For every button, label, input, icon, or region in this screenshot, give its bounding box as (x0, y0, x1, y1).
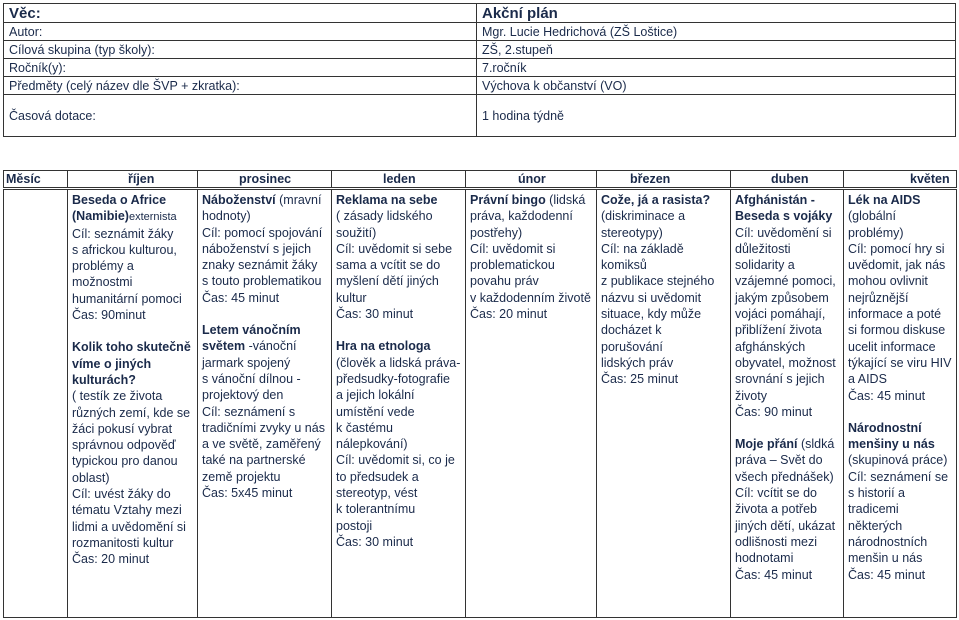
c7-line-4: uvědomit, jak nás (848, 258, 946, 273)
c1-title-1: Beseda o Africe (72, 193, 167, 207)
c1-title-3: Kolik toho skutečně (72, 340, 191, 355)
c5-line-8: lidských práv (601, 355, 674, 370)
c3-more-7: Cíl: uvědomit si, co je (336, 453, 455, 468)
c3-more-2: předsudky-fotografie (336, 371, 450, 386)
c2-title-2: Letem vánočním (202, 323, 301, 338)
c1-title-5: kulturách? (72, 372, 136, 387)
c4-line-7: Čas: 20 minut (470, 307, 548, 322)
c7-more-8: Čas: 45 minut (848, 567, 926, 582)
c7-line-1: (globální (848, 209, 896, 224)
c7-title-1: Lék na AIDS (848, 193, 921, 207)
cilova-skupina-value: ZŠ, 2.stupeň (477, 41, 956, 59)
c3-title-1: Reklama na sebe (336, 193, 438, 207)
c3-line-6: kultur (336, 290, 367, 305)
c1-line-4: možnostmi (72, 275, 133, 290)
c7-line-10: týkající se viru HIV (848, 355, 952, 370)
c1-more-2: různých zemí, kde se (72, 405, 191, 420)
column-leden (332, 190, 466, 618)
c2-line-3: náboženství s jejich (202, 241, 312, 256)
autor-value: Mgr. Lucie Hedrichová (ZŠ Loštice) (477, 23, 956, 41)
c3-title-2: Hra na etnologa (336, 339, 431, 354)
c6-line-10: srovnání s jejich (735, 372, 825, 387)
month-header-mesic (4, 171, 68, 188)
c2-more-6: a ve světě, zaměřený (202, 437, 321, 452)
c1-line-2: s africkou kulturou, (72, 242, 177, 257)
c7-line-8: si formou diskuse (848, 323, 946, 338)
c7-more-6: národnostních (848, 534, 928, 549)
c1-line-6: Čas: 90minut (72, 308, 146, 323)
c2-more-4: Cíl: seznámení s (202, 404, 296, 419)
c6-line-12: Čas: 90 minut (735, 404, 813, 419)
c5-line-2: stereotypy) (601, 225, 663, 240)
c2-line-6: Čas: 45 minut (202, 290, 280, 305)
c2-more-7: také na partnerské (202, 453, 306, 468)
months-row (3, 170, 957, 188)
month-label-kveten: květen (910, 172, 950, 186)
month-label-unor: únor (518, 172, 546, 186)
c6-line-5: jakým způsobem (735, 290, 829, 305)
c3-more-10: k tolerantnímu (336, 502, 416, 517)
c6-title-2: Beseda s vojáky (735, 209, 833, 224)
c5-line-3: Cíl: na základě komiksů (601, 241, 684, 273)
c1-more-1: ( testík ze života (72, 389, 163, 404)
c4-line-6: v každodenním životě (470, 290, 591, 305)
c6-line-3: solidarity a (735, 258, 795, 273)
c7-line-3: Cíl: pomocí hry si (848, 241, 945, 256)
c6-line-8: afghánských (735, 339, 806, 354)
c6-more-7: hodnotami (735, 551, 794, 566)
predmety-value: Výchova k občanství (VO) (477, 77, 956, 95)
column-kveten (844, 190, 957, 618)
c2-more-8: země projektu (202, 469, 281, 484)
c7-more-5: některých (848, 518, 903, 533)
c5-line-5: názvu si uvědomit (601, 290, 702, 305)
c3-more-4: umístění vede (336, 404, 415, 419)
cilova-skupina-label: Cílová skupina (typ školy): (4, 41, 477, 59)
c5-title-1: Cože, já a rasista? (601, 193, 711, 207)
c3-more-5: k častému (336, 420, 393, 435)
column-brezen (597, 190, 731, 618)
c1-title-4: víme o jiných (72, 356, 152, 371)
c4-line-5: povahu práv (470, 274, 539, 289)
c3-more-8: to předsudek a (336, 469, 419, 484)
c2-more-3: projektový den (202, 388, 284, 403)
c2-more-5: tradičními zvyky u nás (202, 420, 325, 435)
c1-title-2-suffix: externista (128, 211, 177, 224)
c7-line-12: Čas: 45 minut (848, 388, 926, 403)
c2-line-1: hodnoty) (202, 209, 251, 224)
month-header-brezen (597, 171, 731, 188)
c1-more-11: Čas: 20 minut (72, 552, 150, 567)
c3-more-9: stereotyp, vést (336, 486, 418, 501)
c6-more-4: života a potřeb (735, 502, 817, 517)
c2-line-4: znaky seznámit žáky (202, 258, 318, 273)
c3-more-11: postoji (336, 518, 373, 533)
c5-line-7: docházet k porušování (601, 323, 663, 354)
vec-label: Věc: (4, 4, 477, 23)
month-label-leden: leden (383, 172, 416, 186)
month-label-duben: duben (771, 172, 809, 186)
column-rijen (68, 190, 198, 618)
vec-value: Akční plán (477, 4, 956, 23)
month-header-prosinec (198, 171, 332, 188)
c5-line-9: Čas: 25 minut (601, 372, 679, 387)
c4-title-1-suffix: (lidská (545, 193, 586, 207)
casova-dotace-value: 1 hodina týdně (477, 95, 956, 137)
blank-cell (4, 190, 68, 618)
c3-line-7: Čas: 30 minut (336, 307, 414, 322)
c1-title-2: (Namibie) (72, 209, 129, 224)
c3-line-4: sama a vcítit se do (336, 258, 441, 273)
c6-title-3: Moje přání (735, 437, 798, 452)
c3-more-6: nálepkování) (336, 437, 408, 452)
c7-more-2: Cíl: seznámení se (848, 469, 949, 484)
c3-more-12: Čas: 30 minut (336, 534, 414, 549)
c4-line-4: problematickou (470, 258, 555, 273)
c6-line-7: přiblížení života (735, 323, 822, 338)
c3-line-1: ( zásady lidského (336, 209, 433, 224)
rocnik-value: 7.ročník (477, 59, 956, 77)
month-header-rijen (68, 171, 198, 188)
month-label-rijen: říjen (128, 172, 155, 186)
c6-more-2: všech přednášek) (735, 469, 834, 484)
c4-title-1: Právní bingo (470, 193, 546, 207)
autor-label: Autor: (4, 23, 477, 41)
c3-line-2: soužití) (336, 225, 377, 240)
c1-more-9: lidmi a uvědomění si (72, 519, 186, 534)
c2-line-5: s touto problematikou (202, 274, 322, 289)
c6-line-6: vojáci pomáhají, (735, 307, 826, 322)
c1-more-6: oblast) (72, 470, 110, 485)
c2-title-3: světem (202, 339, 246, 354)
casova-dotace-label: Časová dotace: (4, 95, 477, 137)
c3-line-5: myšlení dětí jiných (336, 274, 439, 289)
c5-line-6: situace, kdy může (601, 307, 702, 322)
column-unor (466, 190, 597, 618)
c7-more-4: tradicemi (848, 502, 899, 517)
c7-title-2: Národnostní (848, 420, 922, 435)
c7-line-9: ucelit informace (848, 339, 936, 354)
month-label-prosinec: prosinec (239, 172, 292, 186)
c6-line-4: vzájemné pomoci, (735, 274, 836, 289)
c1-more-4: správnou odpověď (72, 438, 176, 453)
month-header-leden (332, 171, 466, 188)
c2-title-1: Náboženství (202, 193, 276, 207)
activities-table (3, 189, 957, 618)
c3-line-3: Cíl: uvědomit si sebe (336, 241, 453, 256)
c6-title-3-suffix: (sldká (797, 437, 835, 452)
c7-more-3: s historií a (848, 486, 905, 501)
c2-more-9: Čas: 5x45 minut (202, 486, 293, 501)
c1-line-3: problémy a (72, 259, 134, 274)
c3-more-1: (člověk a lidská práva- (336, 355, 461, 370)
c1-more-3: žáci pokusí vybrat (72, 421, 173, 436)
c1-more-5: typickou pro danou (72, 454, 178, 469)
c2-line-2: Cíl: pomocí spojování (202, 225, 323, 240)
c2-title-1-suffix: (mravní (275, 193, 322, 207)
c6-line-9: obyvatel, možnost (735, 355, 836, 370)
c6-more-5: jiných dětí, ukázat (735, 518, 836, 533)
c7-line-6: nejrůznější (848, 290, 909, 305)
month-header-unor (466, 171, 597, 188)
month-label-brezen: březen (630, 172, 671, 186)
rocnik-label: Ročník(y): (4, 59, 477, 77)
column-duben (731, 190, 844, 618)
c2-title-3-suffix: -vánoční (245, 339, 297, 354)
c1-line-1: Cíl: seznámit žáky (72, 226, 174, 241)
c7-line-2: problémy) (848, 225, 904, 240)
c7-more-7: menšin u nás (848, 551, 923, 566)
c5-line-1: (diskriminace a (601, 209, 686, 224)
c6-more-6: odlišnosti mezi (735, 534, 817, 549)
c1-more-7: Cíl: uvést žáky do (72, 487, 171, 502)
column-prosinec (198, 190, 332, 618)
c5-line-4: z publikace stejného (601, 274, 715, 289)
c7-title-3: menšiny u nás (848, 437, 935, 452)
month-label-mesic: Měsíc (6, 172, 41, 186)
c7-line-7: informace a poté (848, 307, 942, 322)
c3-more-3: a jejich lokální (336, 388, 415, 403)
c6-more-3: Cíl: vcítit se do (735, 486, 817, 501)
c7-line-11: a AIDS (848, 372, 887, 387)
c6-more-1: práva – Svět do (735, 453, 823, 468)
predmety-label: Předměty (celý název dle ŠVP + zkratka): (4, 77, 477, 95)
month-header-kveten (844, 171, 957, 188)
month-header-duben (731, 171, 844, 188)
c6-line-1: Cíl: uvědomění si (735, 225, 832, 240)
c4-line-1: práva, každodenní (470, 209, 573, 224)
c1-more-10: rozmanitosti kultur (72, 535, 174, 550)
c6-more-8: Čas: 45 minut (735, 567, 813, 582)
c4-line-3: Cíl: uvědomit si (470, 241, 556, 256)
c7-line-5: mohou ovlivnit (848, 274, 928, 289)
c6-title-1: Afghánistán - (735, 193, 815, 207)
c6-line-2: důležitosti (735, 241, 791, 256)
c2-more-1: jarmark spojený (202, 355, 291, 370)
c7-more-1: (skupinová práce) (848, 453, 948, 468)
c1-more-8: tématu Vztahy mezi (72, 503, 182, 518)
c1-line-5: humanitární pomoci (72, 291, 182, 306)
header-table (3, 3, 956, 137)
c6-line-11: životy (735, 388, 767, 403)
c4-line-2: postřehy) (470, 225, 523, 240)
c2-more-2: s vánoční dílnou - (202, 371, 301, 386)
